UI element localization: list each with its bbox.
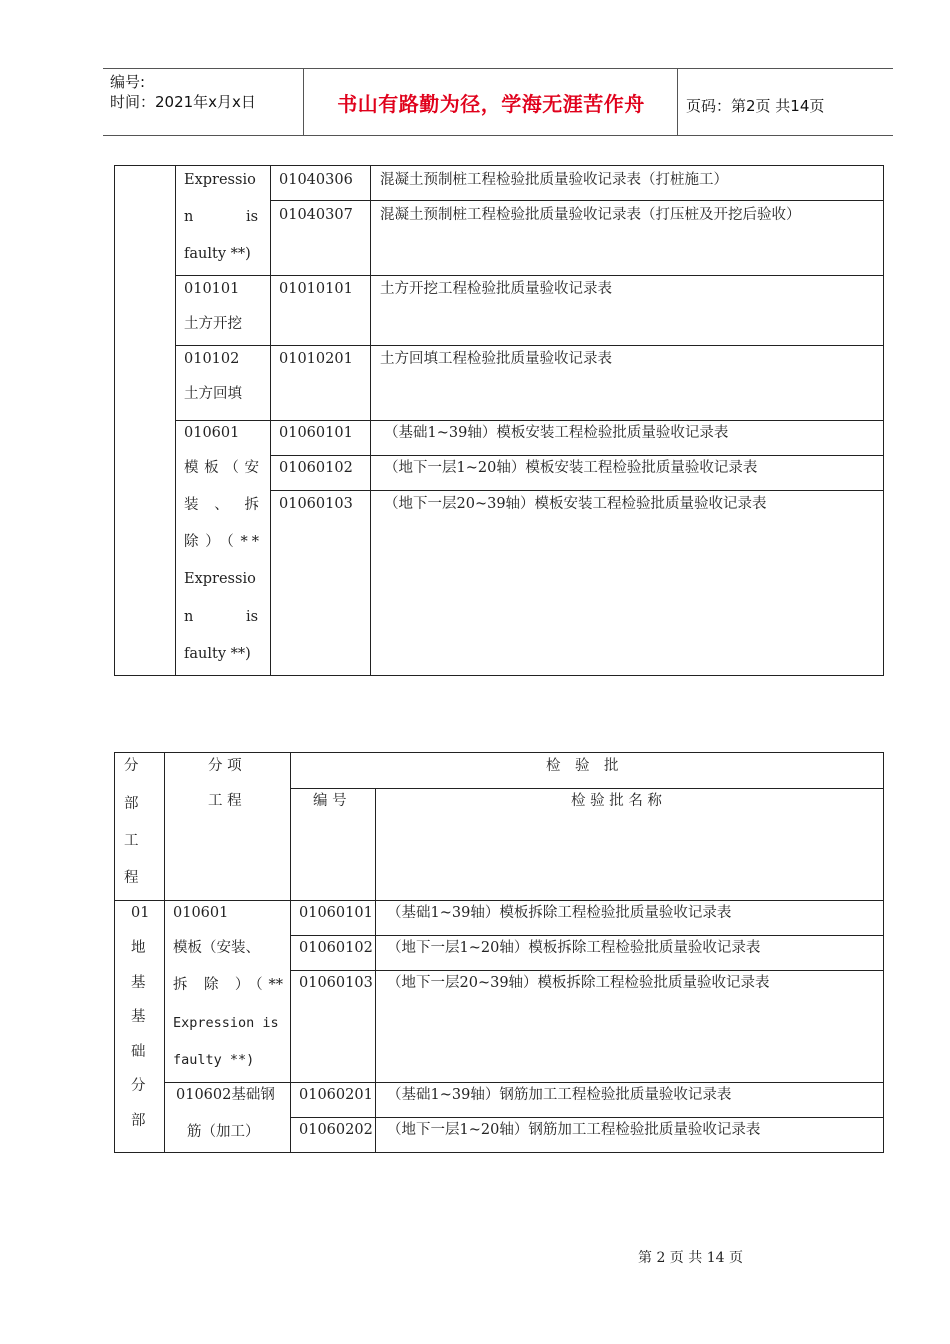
header-subitem: 分 项 bbox=[208, 758, 242, 774]
header-batch: 检 验 批 bbox=[546, 758, 619, 774]
subitem-code: 010101 bbox=[184, 281, 240, 297]
motto: 书山有路勤为径，学海无涯苦作舟 bbox=[337, 92, 645, 116]
batch-code: 01060103 bbox=[299, 975, 373, 991]
division-text: 础 bbox=[131, 1044, 146, 1060]
subitem-text: 拆 除 ）（** bbox=[173, 977, 283, 993]
subitem-text: 装 、 拆 bbox=[184, 497, 263, 513]
subitem-code: 010601 bbox=[173, 905, 229, 921]
division-text: 基 bbox=[131, 975, 146, 991]
subitem-text: Expressio bbox=[184, 571, 256, 587]
division-text: 地 bbox=[131, 940, 146, 956]
page-number-label: 页码：第2页 共14页 bbox=[686, 97, 825, 115]
batch-name: （地下一层20~39轴）模板拆除工程检验批质量验收记录表 bbox=[387, 975, 770, 991]
batch-code: 01060102 bbox=[299, 940, 373, 956]
subitem-text: 010602基础钢 bbox=[176, 1087, 275, 1103]
subitem-text: Expression is bbox=[173, 1015, 279, 1031]
batch-name: （基础1~39轴）模板拆除工程检验批质量验收记录表 bbox=[387, 905, 732, 921]
header-division: 分 bbox=[124, 758, 139, 774]
subitem-text: n bbox=[184, 609, 194, 625]
page-footer: 第 2 页 共 14 页 bbox=[638, 1250, 743, 1266]
header-code: 编 号 bbox=[313, 793, 347, 809]
batch-name: 土方回填工程检验批质量验收记录表 bbox=[380, 351, 612, 367]
subitem-text: faulty **) bbox=[184, 246, 251, 262]
batch-name: 混凝土预制桩工程检验批质量验收记录表（打桩施工） bbox=[380, 172, 728, 188]
subitem-text: 除）（** bbox=[184, 534, 263, 550]
subitem-text: is bbox=[246, 209, 259, 225]
header-subitem: 工 程 bbox=[208, 793, 242, 809]
batch-name: （基础1~39轴）模板安装工程检验批质量验收记录表 bbox=[384, 425, 729, 441]
header-divider bbox=[677, 68, 678, 136]
subitem-text: 筋（加工） bbox=[187, 1124, 260, 1140]
division-text: 基 bbox=[131, 1009, 146, 1025]
batch-code: 01060101 bbox=[279, 425, 353, 441]
subitem-text: is bbox=[246, 609, 259, 625]
doc-number-label: 编号: bbox=[110, 73, 146, 91]
subitem-name: 土方回填 bbox=[184, 386, 242, 402]
batch-name: 土方开挖工程检验批质量验收记录表 bbox=[380, 281, 612, 297]
division-text: 部 bbox=[131, 1113, 146, 1129]
batch-name: （地下一层1~20轴）模板拆除工程检验批质量验收记录表 bbox=[387, 940, 761, 956]
batch-name: 混凝土预制桩工程检验批质量验收记录表（打压桩及开挖后验收） bbox=[380, 207, 801, 223]
batch-code: 01060201 bbox=[299, 1087, 373, 1103]
subitem-text: 模板（安装、 bbox=[173, 940, 260, 956]
doc-time-label: 时间：2021年x月x日 bbox=[110, 93, 256, 111]
batch-code: 01060102 bbox=[279, 460, 353, 476]
batch-code: 01040307 bbox=[279, 207, 353, 223]
subitem-text: faulty **) bbox=[184, 646, 251, 662]
division-text: 01 bbox=[131, 905, 150, 921]
header-division: 程 bbox=[124, 870, 139, 886]
subitem-text: n bbox=[184, 209, 194, 225]
batch-code: 01010101 bbox=[279, 281, 353, 297]
header-divider bbox=[303, 68, 304, 136]
batch-name: （地下一层1~20轴）钢筋加工工程检验批质量验收记录表 bbox=[387, 1122, 761, 1138]
batch-name: （基础1~39轴）钢筋加工工程检验批质量验收记录表 bbox=[387, 1087, 732, 1103]
subitem-code: 010102 bbox=[184, 351, 240, 367]
header-batch-name: 检 验 批 名 称 bbox=[571, 793, 662, 809]
subitem-text: faulty **) bbox=[173, 1052, 255, 1068]
batch-code: 01060101 bbox=[299, 905, 373, 921]
subitem-text: 模板（安 bbox=[184, 460, 263, 476]
batch-name: （地下一层1~20轴）模板安装工程检验批质量验收记录表 bbox=[384, 460, 758, 476]
batch-name: （地下一层20~39轴）模板安装工程检验批质量验收记录表 bbox=[384, 496, 767, 512]
batch-code: 01060202 bbox=[299, 1122, 373, 1138]
header-division: 工 bbox=[124, 833, 139, 849]
subitem-code: 010601 bbox=[184, 425, 240, 441]
batch-code: 01010201 bbox=[279, 351, 353, 367]
subitem-text: Expressio bbox=[184, 172, 256, 188]
batch-code: 01060103 bbox=[279, 496, 353, 512]
subitem-name: 土方开挖 bbox=[184, 316, 242, 332]
batch-code: 01040306 bbox=[279, 172, 353, 188]
header-top-rule bbox=[103, 68, 893, 69]
header-division: 部 bbox=[124, 796, 139, 812]
header-bottom-rule bbox=[103, 135, 893, 136]
division-text: 分 bbox=[131, 1078, 146, 1094]
